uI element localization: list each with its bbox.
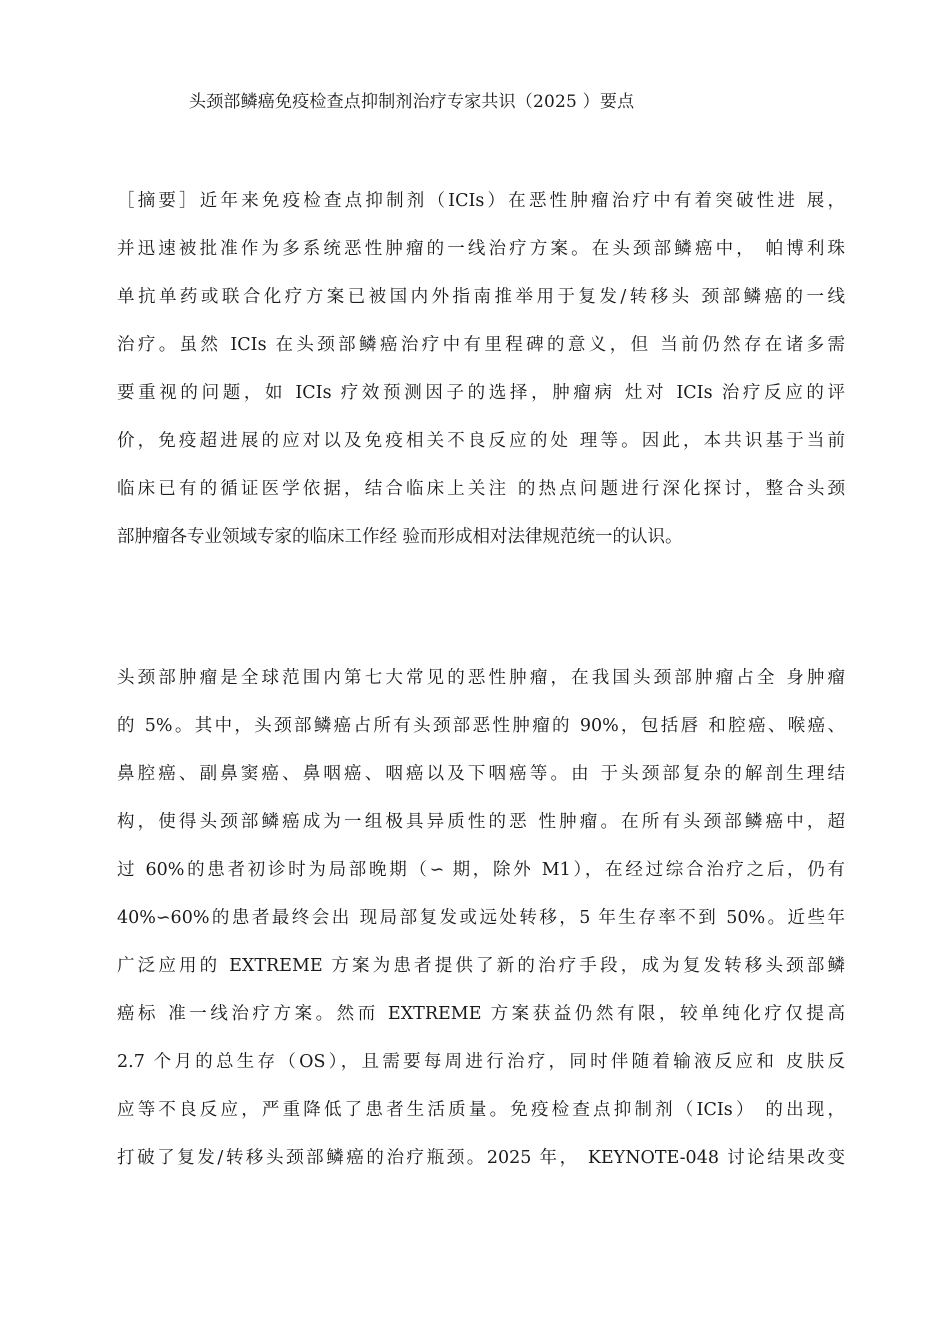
abstract-paragraph — [117, 177, 845, 561]
body-line: 打破了复发/转移头颈部鳞癌的治疗瓶颈。2025 年， KEYNOTE-048 讨论结果改变 — [117, 1148, 845, 1168]
body-line: 应等不良反应，严重降低了患者生活质量。免疫检查点抑制剂（ICIs） 的出现， — [117, 1100, 845, 1120]
body-line: 鼻腔癌、副鼻窦癌、鼻咽癌、咽癌以及下咽癌等。由 于头颈部复杂的解剖生理结 — [117, 764, 845, 784]
abstract-line: 单抗单药或联合化疗方案已被国内外指南推举用于复发/转移头 颈部鳞癌的一线 — [117, 287, 845, 307]
document-title: 头颈部鳞癌免疫检查点抑制剂治疗专家共识（2025 ）要点 — [189, 92, 635, 112]
body-line: 过 60%的患者初诊时为局部晚期（∽ 期，除外 M1），在经过综合治疗之后，仍有 — [117, 860, 845, 880]
body-line: 构，使得头颈部鳞癌成为一组极具异质性的恶 性肿瘤。在所有头颈部鳞癌中，超 — [117, 812, 845, 832]
abstract-line: 部肿瘤各专业领域专家的临床工作经 验而形成相对法律规范统一的认识。 — [117, 527, 683, 547]
body-line: 广泛应用的 EXTREME 方案为患者提供了新的治疗手段，成为复发转移头颈部鳞 — [117, 956, 845, 976]
body-line: 癌标 准一线治疗方案。然而 EXTREME 方案获益仍然有限，较单纯化疗仅提高 — [117, 1004, 845, 1024]
abstract-line: 并迅速被批准作为多系统恶性肿瘤的一线治疗方案。在头颈部鳞癌中， 帕博利珠 — [117, 239, 845, 259]
abstract-line: 临床已有的循证医学依据，结合临床上关注 的热点问题进行深化探讨，整合头颈 — [117, 479, 845, 499]
body-line: 头颈部肿瘤是全球范围内第七大常见的恶性肿瘤，在我国头颈部肿瘤占全 身肿瘤 — [117, 668, 845, 688]
abstract-line: ［摘要］近年来免疫检查点抑制剂（ICIs）在恶性肿瘤治疗中有着突破性进 展， — [117, 191, 845, 211]
abstract-line: 治疗。虽然 ICIs 在头颈部鳞癌治疗中有里程碑的意义，但 当前仍然存在诸多需 — [117, 335, 845, 355]
body-line: 的 5%。其中，头颈部鳞癌占所有头颈部恶性肿瘤的 90%，包括唇 和腔癌、喉癌、 — [117, 716, 845, 736]
body-line: 40%∽60%的患者最终会出 现局部复发或远处转移，5 年生存率不到 50%。近些年 — [117, 908, 845, 928]
abstract-line: 要重视的问题，如 ICIs 疗效预测因子的选择，肿瘤病 灶对 ICIs 治疗反应的评 — [117, 383, 845, 403]
body-paragraph — [117, 654, 845, 1182]
abstract-line: 价，免疫超进展的应对以及免疫相关不良反应的处 理等。因此，本共识基于当前 — [117, 431, 845, 451]
body-line: 2.7 个月的总生存（OS），且需要每周进行治疗，同时伴随着输液反应和 皮肤反 — [117, 1052, 845, 1072]
